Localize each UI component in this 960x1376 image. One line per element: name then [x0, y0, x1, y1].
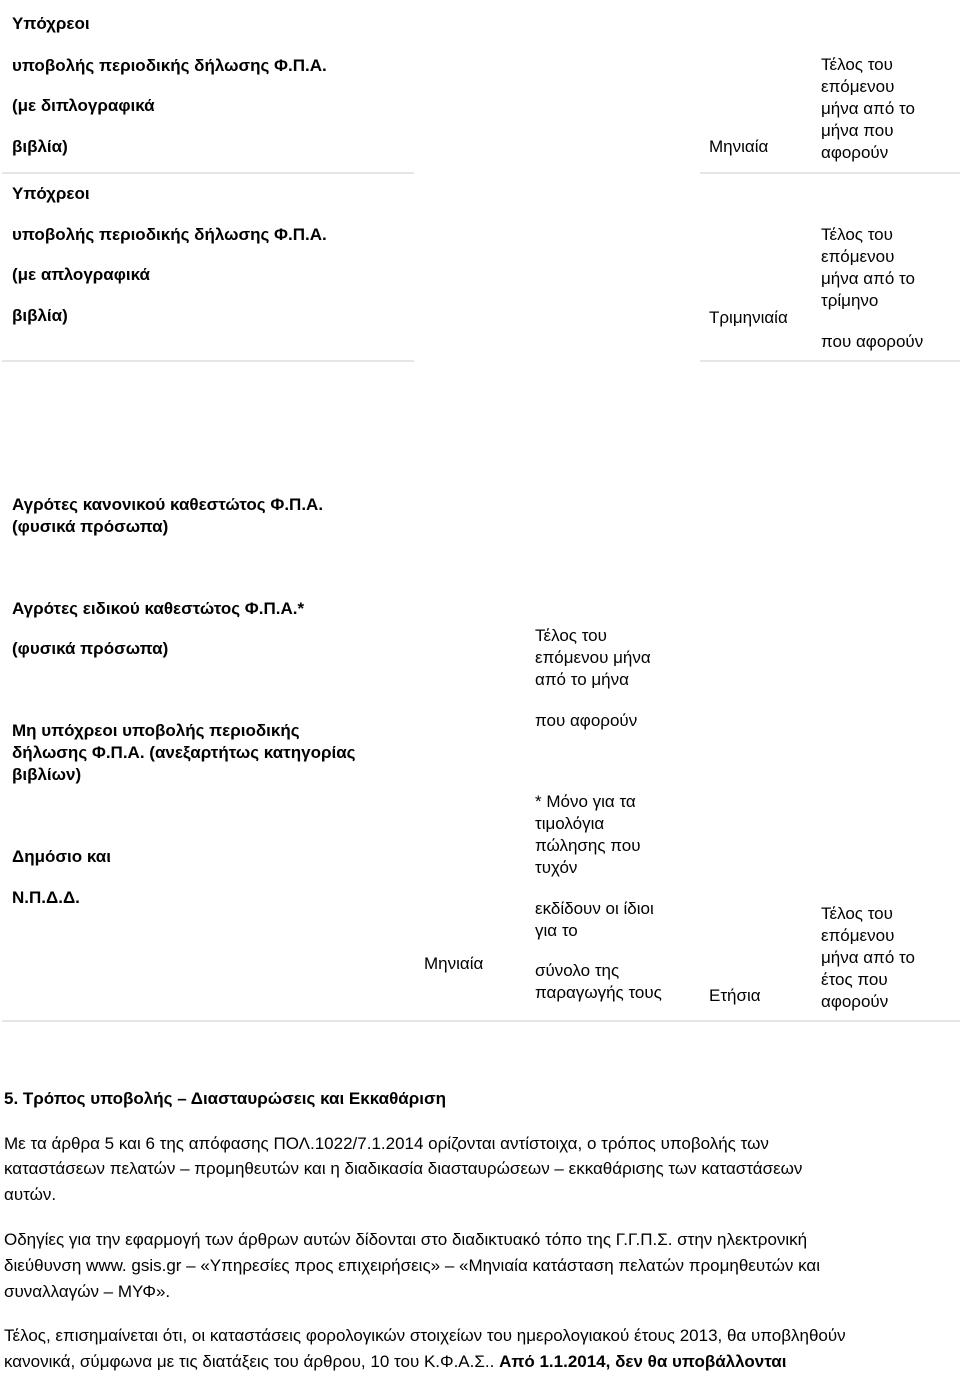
block2-deadline-line: επόμενου: [821, 247, 895, 266]
block1-deadline-line: αφορούν: [821, 143, 889, 162]
block2-label-line: βιβλία): [12, 306, 68, 325]
block2-deadline-line: που αφορούν: [821, 332, 924, 351]
divider: [700, 172, 960, 174]
block2-frequency: Τριμηνιαία: [709, 308, 788, 327]
block1-deadline-line: επόμενου: [821, 77, 895, 96]
block4-frequency2: Ετήσια: [709, 986, 761, 1005]
block1-deadline-line: Τέλος του: [821, 55, 893, 74]
section-paragraph-line: διεύθυνση www. gsis.gr – «Υπηρεσίες προς επιχειρήσεις» – «Μηνιαία κατάσταση πελατών προμηθευτών και: [4, 1256, 821, 1275]
divider: [700, 360, 960, 362]
section-paragraph-line: Τέλος, επισημαίνεται ότι, οι καταστάσεις φορολογικών στοιχείων του ημερολογιακού έτους 2013, θα υποβληθούν: [4, 1326, 846, 1345]
block4-deadline-line: τυχόν: [535, 858, 578, 877]
block4-label1-line: (φυσικά πρόσωπα): [12, 639, 169, 658]
section-paragraph-line: αυτών.: [4, 1185, 57, 1204]
divider: [2, 172, 414, 174]
block1-label-line: Υπόχρεοι: [12, 14, 90, 33]
block4-deadline2-line: έτος που: [821, 970, 888, 989]
block4-deadline-line: τιμολόγια: [535, 814, 605, 833]
block4-deadline-line: σύνολο της: [535, 961, 620, 980]
block4-deadline-line: Τέλος του: [535, 626, 607, 645]
block4-frequency: Μηνιαία: [424, 954, 484, 973]
section-paragraph-line: Με τα άρθρα 5 και 6 της απόφασης ΠΟΛ.1022/7.1.2014 ορίζονται αντίστοιχα, ο τρόπος υποβολής των: [4, 1134, 769, 1153]
block4-label2-line: Μη υπόχρεοι υποβολής περιοδικής: [12, 721, 300, 740]
block4-deadline-line: για το: [535, 921, 578, 940]
divider: [2, 360, 414, 362]
block4-deadline2-line: επόμενου: [821, 926, 895, 945]
section-paragraph-line: καταστάσεων πελατών – προμηθευτών και η διαδικασία διασταυρώσεων – εκκαθάρισης των καταστάσεων: [4, 1159, 803, 1178]
block4-label2-line: δήλωσης Φ.Π.Α. (ανεξαρτήτως κατηγορίας: [12, 743, 356, 762]
block4-deadline-line: επόμενου μήνα: [535, 648, 651, 667]
section-paragraph-line: Οδηγίες για την εφαρμογή των άρθρων αυτών δίδονται στο διαδικτυακό τόπο της Γ.Γ.Π.Σ. στην ηλεκτρονική: [4, 1230, 808, 1249]
section-heading: 5. Τρόπος υποβολής – Διασταυρώσεις και Εκκαθάριση: [4, 1089, 446, 1108]
block1-frequency: Μηνιαία: [709, 137, 769, 156]
block4-deadline-line: εκδίδουν οι ίδιοι: [535, 899, 654, 918]
block4-deadline-line: παραγωγής τους: [535, 983, 662, 1002]
section-paragraph-line: [4, 1351, 786, 1373]
section-paragraph-bold: Από 1.1.2014, δεν θα υποβάλλονται: [499, 1352, 787, 1371]
block1-label-line: βιβλία): [12, 137, 68, 156]
block4-label1-line: Αγρότες ειδικού καθεστώτος Φ.Π.Α.*: [12, 599, 305, 618]
block1-label-line: υποβολής περιοδικής δήλωσης Φ.Π.Α.: [12, 56, 327, 75]
block4-deadline2-line: Τέλος του: [821, 904, 893, 923]
block4-label3-line: Ν.Π.Δ.Δ.: [12, 888, 80, 907]
block4-deadline2-line: μήνα από το: [821, 948, 915, 967]
block4-deadline-line: που αφορούν: [535, 711, 638, 730]
block2-deadline-line: τρίμηνο: [821, 291, 879, 310]
block2-label-line: (με απλογραφικά: [12, 265, 150, 284]
block2-deadline-line: Τέλος του: [821, 225, 893, 244]
divider: [2, 1020, 960, 1022]
block2-deadline-line: μήνα από το: [821, 269, 915, 288]
block1-deadline-line: μήνα που: [821, 121, 894, 140]
block4-deadline-line: * Μόνο για τα: [535, 792, 636, 811]
section-paragraph-line: συναλλαγών – ΜΥΦ».: [4, 1282, 171, 1301]
block4-label2-line: βιβλίων): [12, 765, 82, 784]
block1-deadline-line: μήνα από το: [821, 99, 915, 118]
block4-deadline-line: πώλησης που: [535, 836, 641, 855]
block3-label-line: (φυσικά πρόσωπα): [12, 517, 169, 536]
block2-label-line: υποβολής περιοδικής δήλωσης Φ.Π.Α.: [12, 225, 327, 244]
block4-deadline-line: από το μήνα: [535, 670, 629, 689]
block4-label3-line: Δημόσιο και: [12, 847, 111, 866]
section-paragraph-normal: κανονικά, σύμφωνα με τις διατάξεις του άρθρου, 10 του Κ.Φ.Α.Σ..: [4, 1352, 500, 1371]
block3-label-line: Αγρότες κανονικού καθεστώτος Φ.Π.Α.: [12, 495, 324, 514]
block1-label-line: (με διπλογραφικά: [12, 96, 155, 115]
block4-deadline2-line: αφορούν: [821, 992, 889, 1011]
block2-label-line: Υπόχρεοι: [12, 184, 90, 203]
